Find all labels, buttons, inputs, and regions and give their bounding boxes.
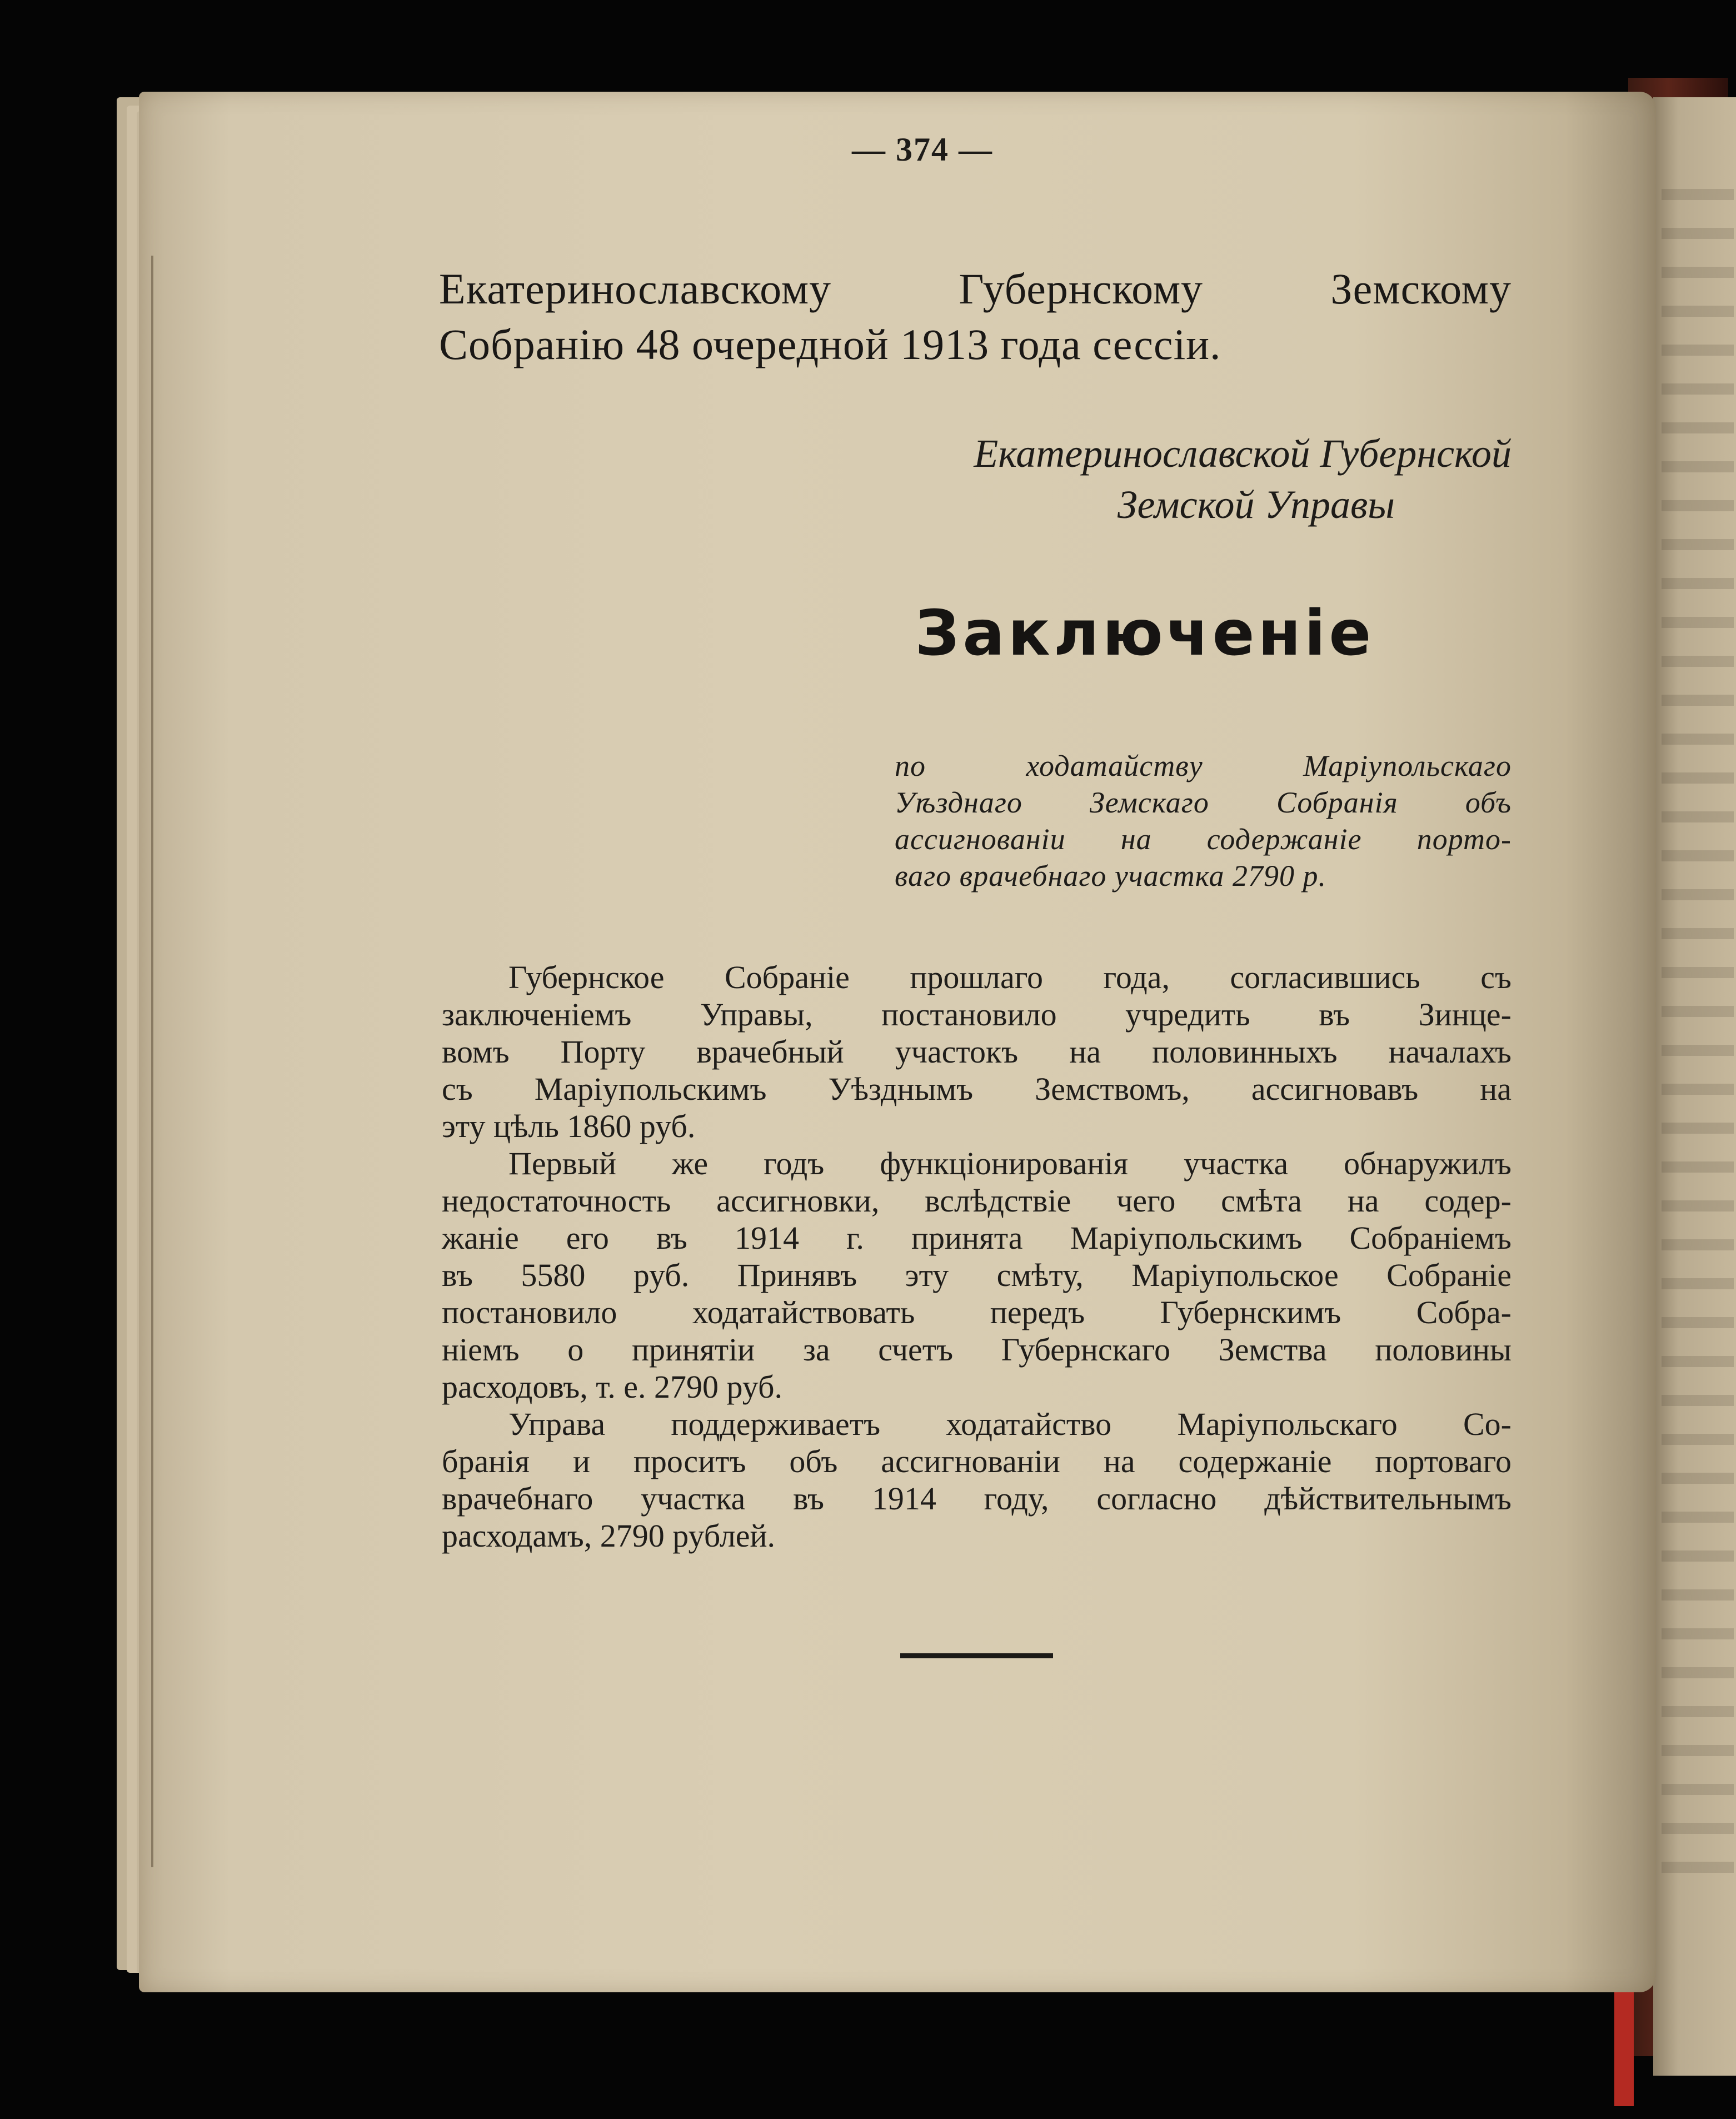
- text-line: Первый же годъ функціонированія участка обнаружилъ: [508, 1145, 1511, 1181]
- text-line: врачебнаго участка въ 1914 году, согласно дѣйствительнымъ: [442, 1480, 1511, 1517]
- sender-line: Екатеринославской Губернской: [974, 431, 1511, 476]
- bookmark-ribbon: [1614, 1978, 1634, 2106]
- subject-block: [895, 747, 1511, 894]
- paragraph: [442, 1405, 1511, 1554]
- subject-line: ваго врачебнаго участка 2790 р.: [895, 859, 1327, 893]
- document-title: Заключеніе: [915, 597, 1375, 670]
- subject-line: ассигнованіи на содержаніе порто-: [895, 822, 1511, 856]
- text-line: бранія и проситъ объ ассигнованіи на содержаніе портоваго: [442, 1443, 1511, 1479]
- subject-line: по ходатайству Маріупольскаго: [895, 749, 1511, 782]
- text-line: въ 5580 руб. Принявъ эту смѣту, Маріупольское Собраніе: [442, 1257, 1511, 1293]
- text-line: расходовъ, т. е. 2790 руб.: [442, 1369, 782, 1405]
- closing-rule: [900, 1653, 1053, 1658]
- heading-line: Собранію 48 очередной 1913 года сессіи.: [439, 320, 1221, 368]
- body-text: [442, 959, 1511, 1554]
- addressee-heading: [439, 261, 1511, 372]
- text-line: Управа поддерживаетъ ходатайство Маріупольскаго Со-: [508, 1406, 1511, 1442]
- text-line: эту цѣль 1860 руб.: [442, 1108, 696, 1144]
- text-line: недостаточность ассигновки, вслѣдствіе чего смѣта на содер-: [442, 1183, 1511, 1219]
- text-line: съ Маріупольскимъ Уѣзднымъ Земствомъ, ассигновавъ на: [442, 1071, 1511, 1107]
- text-line: постановило ходатайствовать передъ Губернскимъ Собра-: [442, 1294, 1511, 1330]
- text-line: Губернское Собраніе прошлаго года, согласившись съ: [508, 959, 1511, 995]
- page-number: — 374 —: [852, 131, 993, 168]
- next-page-bleed: [1662, 167, 1734, 1889]
- sender-block: [722, 428, 1511, 530]
- paragraph: [442, 959, 1511, 1145]
- page-fold: [151, 256, 153, 1867]
- sender-line: Земской Управы: [1117, 482, 1395, 527]
- text-line: ніемъ о принятіи за счетъ Губернскаго Земства половины: [442, 1332, 1511, 1368]
- text-line: заключеніемъ Управы, постановило учредить въ Зинце-: [442, 996, 1511, 1033]
- subject-line: Уѣзднаго Земскаго Собранія объ: [895, 786, 1511, 819]
- text-line: жаніе его въ 1914 г. принята Маріупольскимъ Собраніемъ: [442, 1220, 1511, 1256]
- heading-line: Екатеринославскому Губернскому Земскому: [439, 265, 1511, 313]
- paragraph: [442, 1145, 1511, 1405]
- text-line: расходамъ, 2790 рублей.: [442, 1518, 776, 1554]
- text-line: вомъ Порту врачебный участокъ на половинныхъ началахъ: [442, 1034, 1511, 1070]
